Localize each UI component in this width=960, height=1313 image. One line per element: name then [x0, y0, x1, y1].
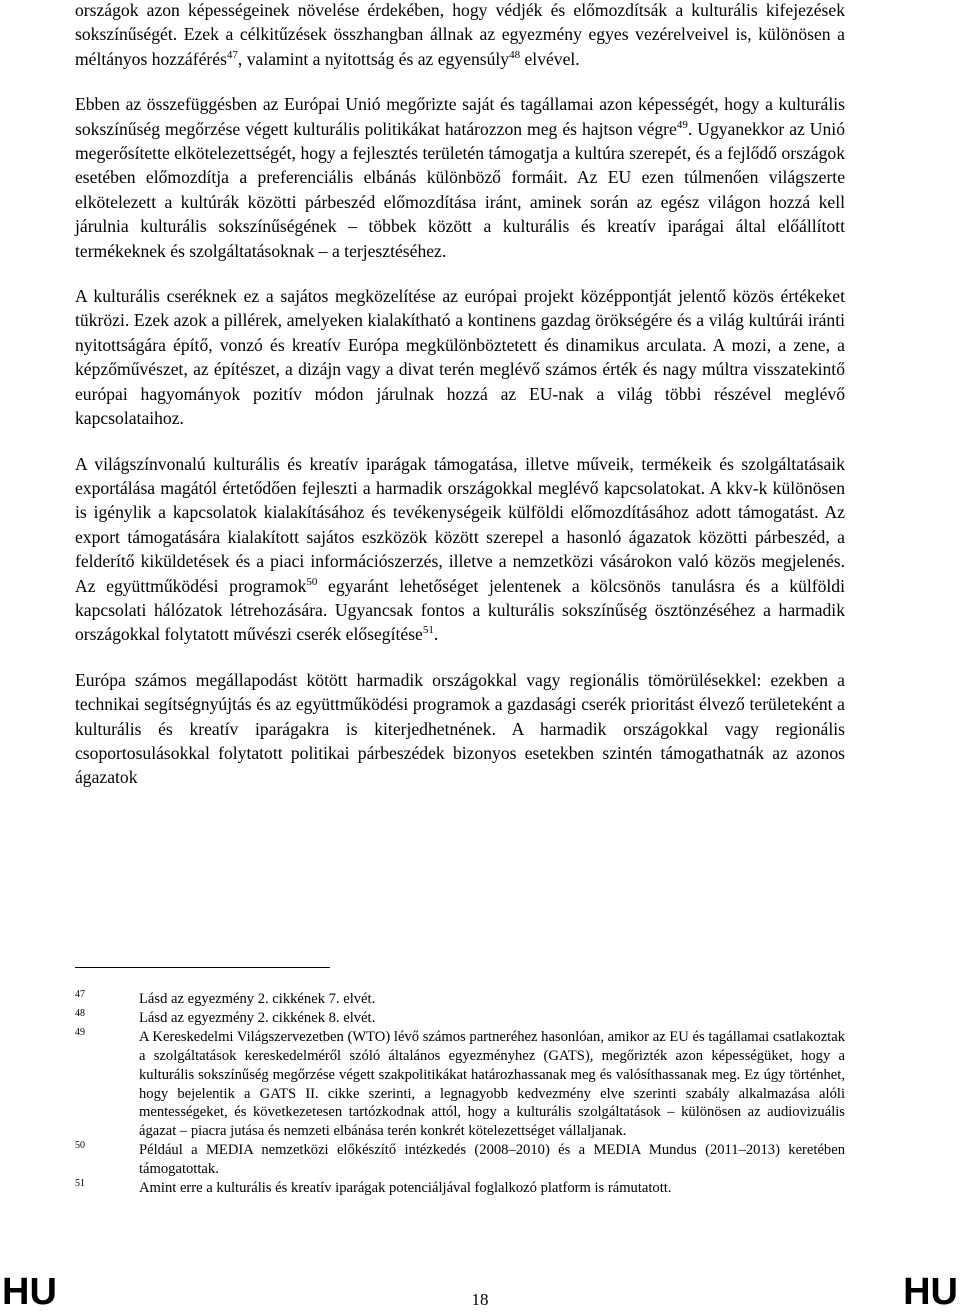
- paragraph-3: [75, 284, 845, 430]
- paragraph-text: Európa számos megállapodást kötött harmadik országokkal vagy regionális tömörülésekkel: ezekben a technikai segítségnyújtás és az együttműködési programok a gazdasági cserék prioritást élvező területeként a kulturális és kreatív iparágakra is kiterjedhetnének. A harmadik országokkal vagy regionális csoportosulásokkal folytatott politikai párbeszédek bizonyos esetekben szintén támogathatnák az azonos ágazatok: [75, 669, 845, 788]
- language-code-left: HU: [2, 1271, 57, 1313]
- paragraph-text: elvével.: [520, 48, 580, 69]
- main-text: [75, 0, 845, 790]
- paragraph-text: egyaránt lehetőséget jelentenek a kölcsönös tanulásra és a külföldi kapcsolati hálózatok létrehozására. Ugyancsak fontos a kulturális sokszínűség ösztönzéséhez a harmadik országokkal folytatott művészi cserék elősegítése: [75, 575, 845, 645]
- footnote-divider: [75, 967, 330, 968]
- footnote-49: [75, 1028, 845, 1141]
- paragraph-text: , valamint a nyitottság és az egyensúly: [237, 48, 510, 69]
- footnotes: [75, 990, 845, 1198]
- footnote-text: Amint erre a kulturális és kreatív iparágak potenciáljával foglalkozó platform is rámutatott.: [139, 1180, 672, 1197]
- footnote-ref[interactable]: 47: [226, 48, 238, 61]
- paragraph-text: országok azon képességeinek növelése érdekében, hogy védjék és előmozdítsák a kulturális kifejezések sokszínűségét. Ezek a célkitűzések összhangban állnak az egyezmény egyes vezérelveivel is, különösen a méltányos hozzáférés: [75, 0, 845, 69]
- footnote-48: [75, 1009, 845, 1028]
- footnote-number: 50: [75, 1140, 85, 1152]
- footnote-text: Például a MEDIA nemzetközi előkészítő intézkedés (2008–2010) és a MEDIA Mundus (2011–2013) keretében támogatottak.: [139, 1142, 845, 1178]
- footnote-number: 48: [75, 1007, 85, 1019]
- footnote-ref[interactable]: 51: [422, 624, 434, 637]
- footnote-text: A Kereskedelmi Világszervezetben (WTO) lévő számos partneréhez hasonlóan, amikor az EU és tagállamai csatlakoztak a szolgáltatások kereskedelméről szóló általános egyezményhez (GATS), megőrizték azon képességüket, hogy a kulturális sokszínűség megőrzése végett szakpolitikákat határozhassanak meg és valósíthassanak meg. Ez úgy történhet, hogy bejelentik a GATS II. cikke szerinti, a legnagyobb kedvezmény elve szerinti szabály alkalmazása alóli mentességeket, és következetesen tartózkodnak attól, hogy a kulturális szolgáltatások – különösen az audiovizuális ágazat – piacra jutása és nemzeti elbánása terén konkrét kötelezettséget vállaljanak.: [139, 1028, 845, 1140]
- paragraph-text: . Ugyanekkor az Unió megerősítette elkötelezettségét, hogy a fejlesztés területén támogatja a kultúra szerepét, és a fejlődő országok esetében előmozdítja a preferenciális elbánás különböző formáit. Az EU ezen túlmenően világszerte elkötelezett a kultúrák közötti párbeszéd előmozdítása iránt, aminek során az egész világon hozzá kell járulnia kulturális sokszínűségének – többek között a kulturális és kreatív iparágai által előállított termékeknek és szolgáltatásoknak – a terjesztéséhez.: [75, 118, 845, 261]
- paragraph-text: A világszínvonalú kulturális és kreatív iparágak támogatása, illetve műveik, termékeik és szolgáltatásaik exportálása magától értetődően fejleszti a harmadik országokkal meglévő kapcsolatokat. A kkv-k különösen is igénylik a kapcsolatok kialakításához és tevékenységeik külföldi előmozdításához adott támogatást. Az export támogatására kialakított sajátos eszközök között szerepel a hasonló ágazatok közötti párbeszéd, a felderítő kiküldetések és a piaci információszerzés, illetve a nemzetközi vásárokon való közös megjelenés. Az együttműködési programok: [75, 453, 845, 596]
- paragraph-1: [75, 0, 845, 71]
- footnote-number: 51: [75, 1178, 85, 1190]
- footnote-47: [75, 990, 845, 1009]
- footnote-text: Lásd az egyezmény 2. cikkének 7. elvét.: [139, 991, 376, 1007]
- footnote-ref[interactable]: 48: [509, 48, 521, 61]
- footnote-number: 47: [75, 989, 85, 1000]
- footnote-text: Lásd az egyezmény 2. cikkének 8. elvét.: [139, 1009, 376, 1026]
- footnote-50: [75, 1141, 845, 1179]
- paragraph-5: [75, 668, 845, 790]
- paragraph-2: [75, 92, 845, 263]
- paragraph-4: [75, 452, 845, 647]
- footnote-ref[interactable]: 49: [676, 118, 688, 131]
- paragraph-text: .: [433, 624, 439, 645]
- footnote-ref[interactable]: 50: [306, 575, 318, 588]
- footnote-number: 49: [75, 1026, 85, 1038]
- paragraph-text: A kulturális cseréknek ez a sajátos megközelítése az európai projekt középpontját jelentő közös értékeket tükrözi. Ezek azok a pillérek, amelyeken kialakítható a kontinens gazdag örökségére és a világ kultúrái iránti nyitottságára építő, vonzó és kreatív Európa megkülönböztetett és dinamikus arculata. A mozi, a zene, a képzőművészet, az építészet, a dizájn vagy a divat terén meglévő számos érték és nagy múltra visszatekintő európai hagyományok pozitív módon járulnak hozzá az EU-nak a világ többi részével meglévő kapcsolataihoz.: [75, 286, 845, 429]
- footnote-51: [75, 1179, 845, 1198]
- language-code-right: HU: [903, 1271, 958, 1313]
- page-number: 18: [471, 1290, 489, 1309]
- paragraph-text: Ebben az összefüggésben az Európai Unió megőrizte saját és tagállamai azon képességét, hogy a kulturális sokszínűség megőrzése végett kulturális politikákat határozzon meg és hajtson végre: [75, 94, 845, 139]
